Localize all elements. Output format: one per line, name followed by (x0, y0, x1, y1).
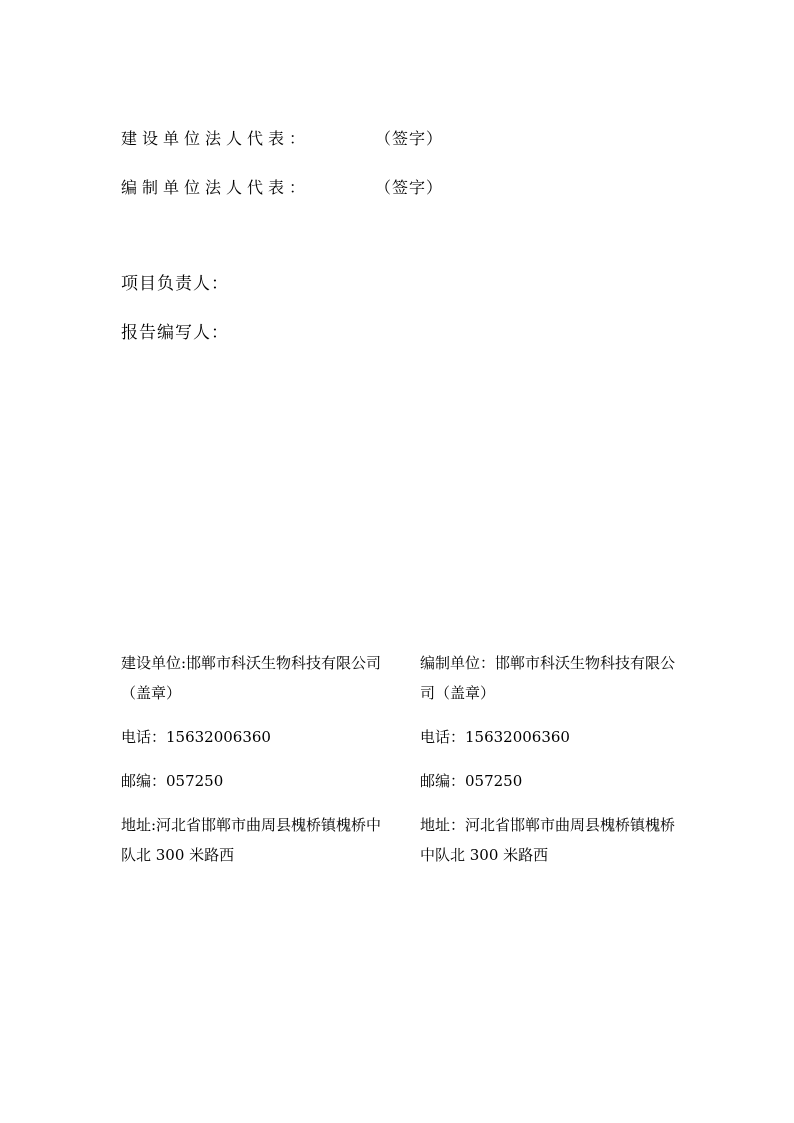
construction-unit-phone: 电话：15632006360 (121, 728, 271, 746)
compiling-unit-address: 地址：河北省邯郸市曲周县槐桥镇槐桥中队北 300 米路西 (420, 816, 676, 864)
compiling-legal-rep-label: 编制单位法人代表： (121, 178, 311, 197)
report-writer-label: 报告编写人： (121, 323, 229, 343)
compiling-unit-phone: 电话：15632006360 (420, 728, 570, 746)
construction-legal-rep-row (121, 127, 444, 151)
construction-unit-name: 建设单位:邯郸市科沃生物科技有限公司（盖章） (121, 654, 382, 702)
compiling-legal-rep-row (121, 176, 444, 200)
construction-unit-address: 地址:河北省邯郸市曲周县槐桥镇槐桥中队北 300 米路西 (121, 816, 382, 864)
construction-unit-info (121, 648, 383, 884)
construction-unit-postcode: 邮编：057250 (121, 772, 224, 790)
construction-signature-note: （签字） (375, 129, 444, 148)
project-leader-label: 项目负责人： (121, 274, 229, 294)
compiling-unit-info (420, 648, 682, 884)
construction-legal-rep-label: 建设单位法人代表： (121, 129, 311, 148)
compiling-unit-name: 编制单位：邯郸市科沃生物科技有限公司（盖章） (420, 654, 676, 702)
compiling-unit-postcode: 邮编：057250 (420, 772, 523, 790)
compiling-signature-note: （签字） (375, 178, 444, 197)
